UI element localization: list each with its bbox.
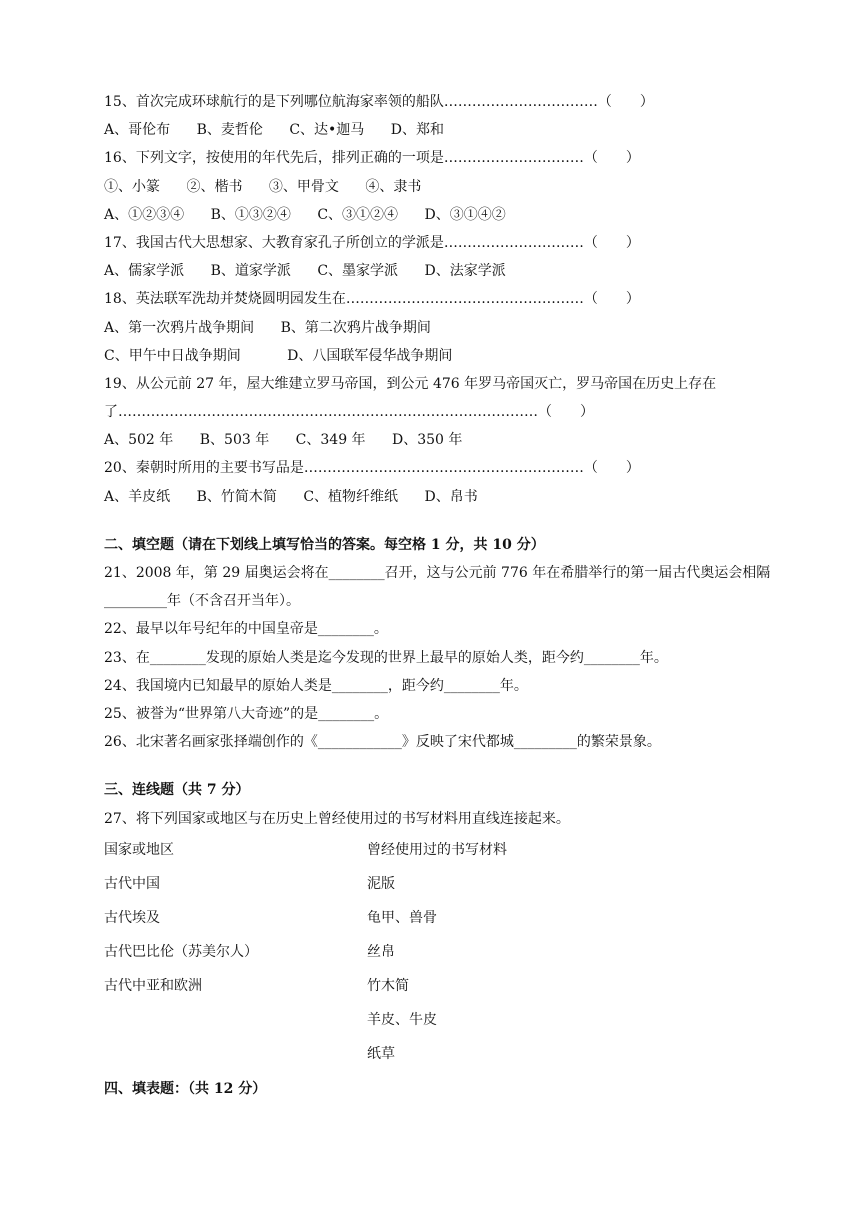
option-d: D、③①④② bbox=[424, 206, 506, 223]
matching-row bbox=[104, 901, 804, 935]
option-b: B、第二次鸦片战争期间 bbox=[280, 319, 431, 336]
question-18-options-row2 bbox=[104, 342, 804, 370]
question-19-options bbox=[104, 426, 804, 454]
option-d: D、郑和 bbox=[390, 122, 444, 139]
question-17-stem: 17、我国古代大思想家、大教育家孔子所创立的学派是…………………………（ ） bbox=[104, 234, 640, 251]
question-16-items bbox=[104, 173, 804, 201]
matching-header-row bbox=[104, 833, 804, 867]
question-21-line2: _________年（不含召开当年）。 bbox=[104, 593, 300, 610]
option-a: A、羊皮纸 bbox=[104, 488, 171, 505]
question-20-stem: 20、秦朝时所用的主要书写品是……………………………………………………（ ） bbox=[104, 460, 640, 477]
option-a: A、502 年 bbox=[104, 432, 174, 449]
option-c: C、甲午中日战争期间 bbox=[104, 347, 241, 364]
material-item: 泥版 bbox=[367, 875, 395, 892]
option-a: A、哥伦布 bbox=[104, 122, 171, 139]
question-19-stem-line1: 19、从公元前 27 年，屋大维建立罗马帝国，到公元 476 年罗马帝国灭亡，罗马帝国在历史上存在 bbox=[104, 375, 717, 392]
option-d: D、帛书 bbox=[424, 488, 478, 505]
question-24: 24、我国境内已知最早的原始人类是________，距今约________年。 bbox=[104, 677, 528, 694]
section-2-heading: 二、填空题（请在下划线上填写恰当的答案。每空格 1 分，共 10 分） bbox=[104, 536, 545, 553]
matching-row bbox=[104, 1037, 804, 1071]
question-18-options-row1 bbox=[104, 314, 804, 342]
exam-page bbox=[104, 88, 804, 1103]
option-b: B、麦哲伦 bbox=[196, 122, 263, 139]
material-item: 丝帛 bbox=[367, 943, 395, 960]
option-d: D、350 年 bbox=[392, 432, 463, 449]
matching-row bbox=[104, 935, 804, 969]
country-item: 古代巴比伦（苏美尔人） bbox=[104, 943, 258, 960]
left-column-header: 国家或地区 bbox=[104, 841, 174, 858]
question-23: 23、在________发现的原始人类是迄今发现的世界上最早的原始人类，距今约________年。 bbox=[104, 649, 668, 666]
item-2: ②、楷书 bbox=[186, 178, 243, 195]
question-20-options bbox=[104, 483, 804, 511]
option-b: B、①③②④ bbox=[210, 206, 291, 223]
country-item: 古代中亚和欧洲 bbox=[104, 977, 202, 994]
country-item: 古代中国 bbox=[104, 875, 160, 892]
option-a: A、儒家学派 bbox=[104, 263, 185, 280]
matching-row bbox=[104, 1003, 804, 1037]
question-22: 22、最早以年号纪年的中国皇帝是________。 bbox=[104, 621, 388, 638]
material-item: 竹木简 bbox=[367, 977, 409, 994]
matching-row bbox=[104, 867, 804, 901]
question-19-stem-line2: 了………………………………………………………………………………（ ） bbox=[104, 404, 594, 421]
question-17-options bbox=[104, 257, 804, 285]
material-item: 羊皮、牛皮 bbox=[367, 1011, 437, 1028]
option-b: B、503 年 bbox=[199, 432, 270, 449]
question-18-stem: 18、英法联军洗劫并焚烧圆明园发生在……………………………………………（ ） bbox=[104, 291, 640, 308]
question-27-stem: 27、将下列国家或地区与在历史上曾经使用过的书写材料用直线连接起来。 bbox=[104, 810, 570, 827]
question-26: 26、北宋著名画家张择端创作的《____________》反映了宋代都城_________的繁荣景象。 bbox=[104, 734, 661, 751]
option-c: C、③①②④ bbox=[317, 206, 399, 223]
item-3: ③、甲骨文 bbox=[268, 178, 339, 195]
question-25: 25、被誉为“世界第八大奇迹”的是________。 bbox=[104, 705, 389, 722]
option-c: C、达•迦马 bbox=[289, 122, 365, 139]
option-d: D、八国联军侵华战争期间 bbox=[287, 347, 453, 364]
option-b: B、道家学派 bbox=[210, 263, 291, 280]
section-4-heading: 四、填表题：（共 12 分） bbox=[104, 1080, 267, 1097]
question-16-options bbox=[104, 201, 804, 229]
right-column-header: 曾经使用过的书写材料 bbox=[367, 841, 507, 858]
question-21-line1: 21、2008 年，第 29 届奥运会将在________召开，这与公元前 776 年在希腊举行的第一届古代奥运会相隔 bbox=[104, 565, 771, 581]
country-item: 古代埃及 bbox=[104, 909, 160, 926]
option-c: C、植物纤维纸 bbox=[303, 488, 399, 505]
option-a: A、①②③④ bbox=[104, 206, 185, 223]
question-15-options bbox=[104, 116, 804, 144]
option-d: D、法家学派 bbox=[424, 263, 506, 280]
item-1: ①、小篆 bbox=[104, 178, 160, 195]
option-b: B、竹简木简 bbox=[196, 488, 277, 505]
matching-row bbox=[104, 969, 804, 1003]
question-15-stem: 15、首次完成环球航行的是下列哪位航海家率领的船队……………………………（ ） bbox=[104, 94, 654, 110]
material-item: 龟甲、兽骨 bbox=[367, 909, 437, 926]
material-item: 纸草 bbox=[367, 1045, 395, 1062]
section-3-heading: 三、连线题（共 7 分） bbox=[104, 782, 250, 799]
question-16-stem: 16、下列文字，按使用的年代先后，排列正确的一项是…………………………（ ） bbox=[104, 150, 640, 167]
option-a: A、第一次鸦片战争期间 bbox=[104, 319, 255, 336]
option-c: C、349 年 bbox=[295, 432, 366, 449]
item-4: ④、隶书 bbox=[365, 178, 422, 195]
option-c: C、墨家学派 bbox=[317, 263, 399, 280]
